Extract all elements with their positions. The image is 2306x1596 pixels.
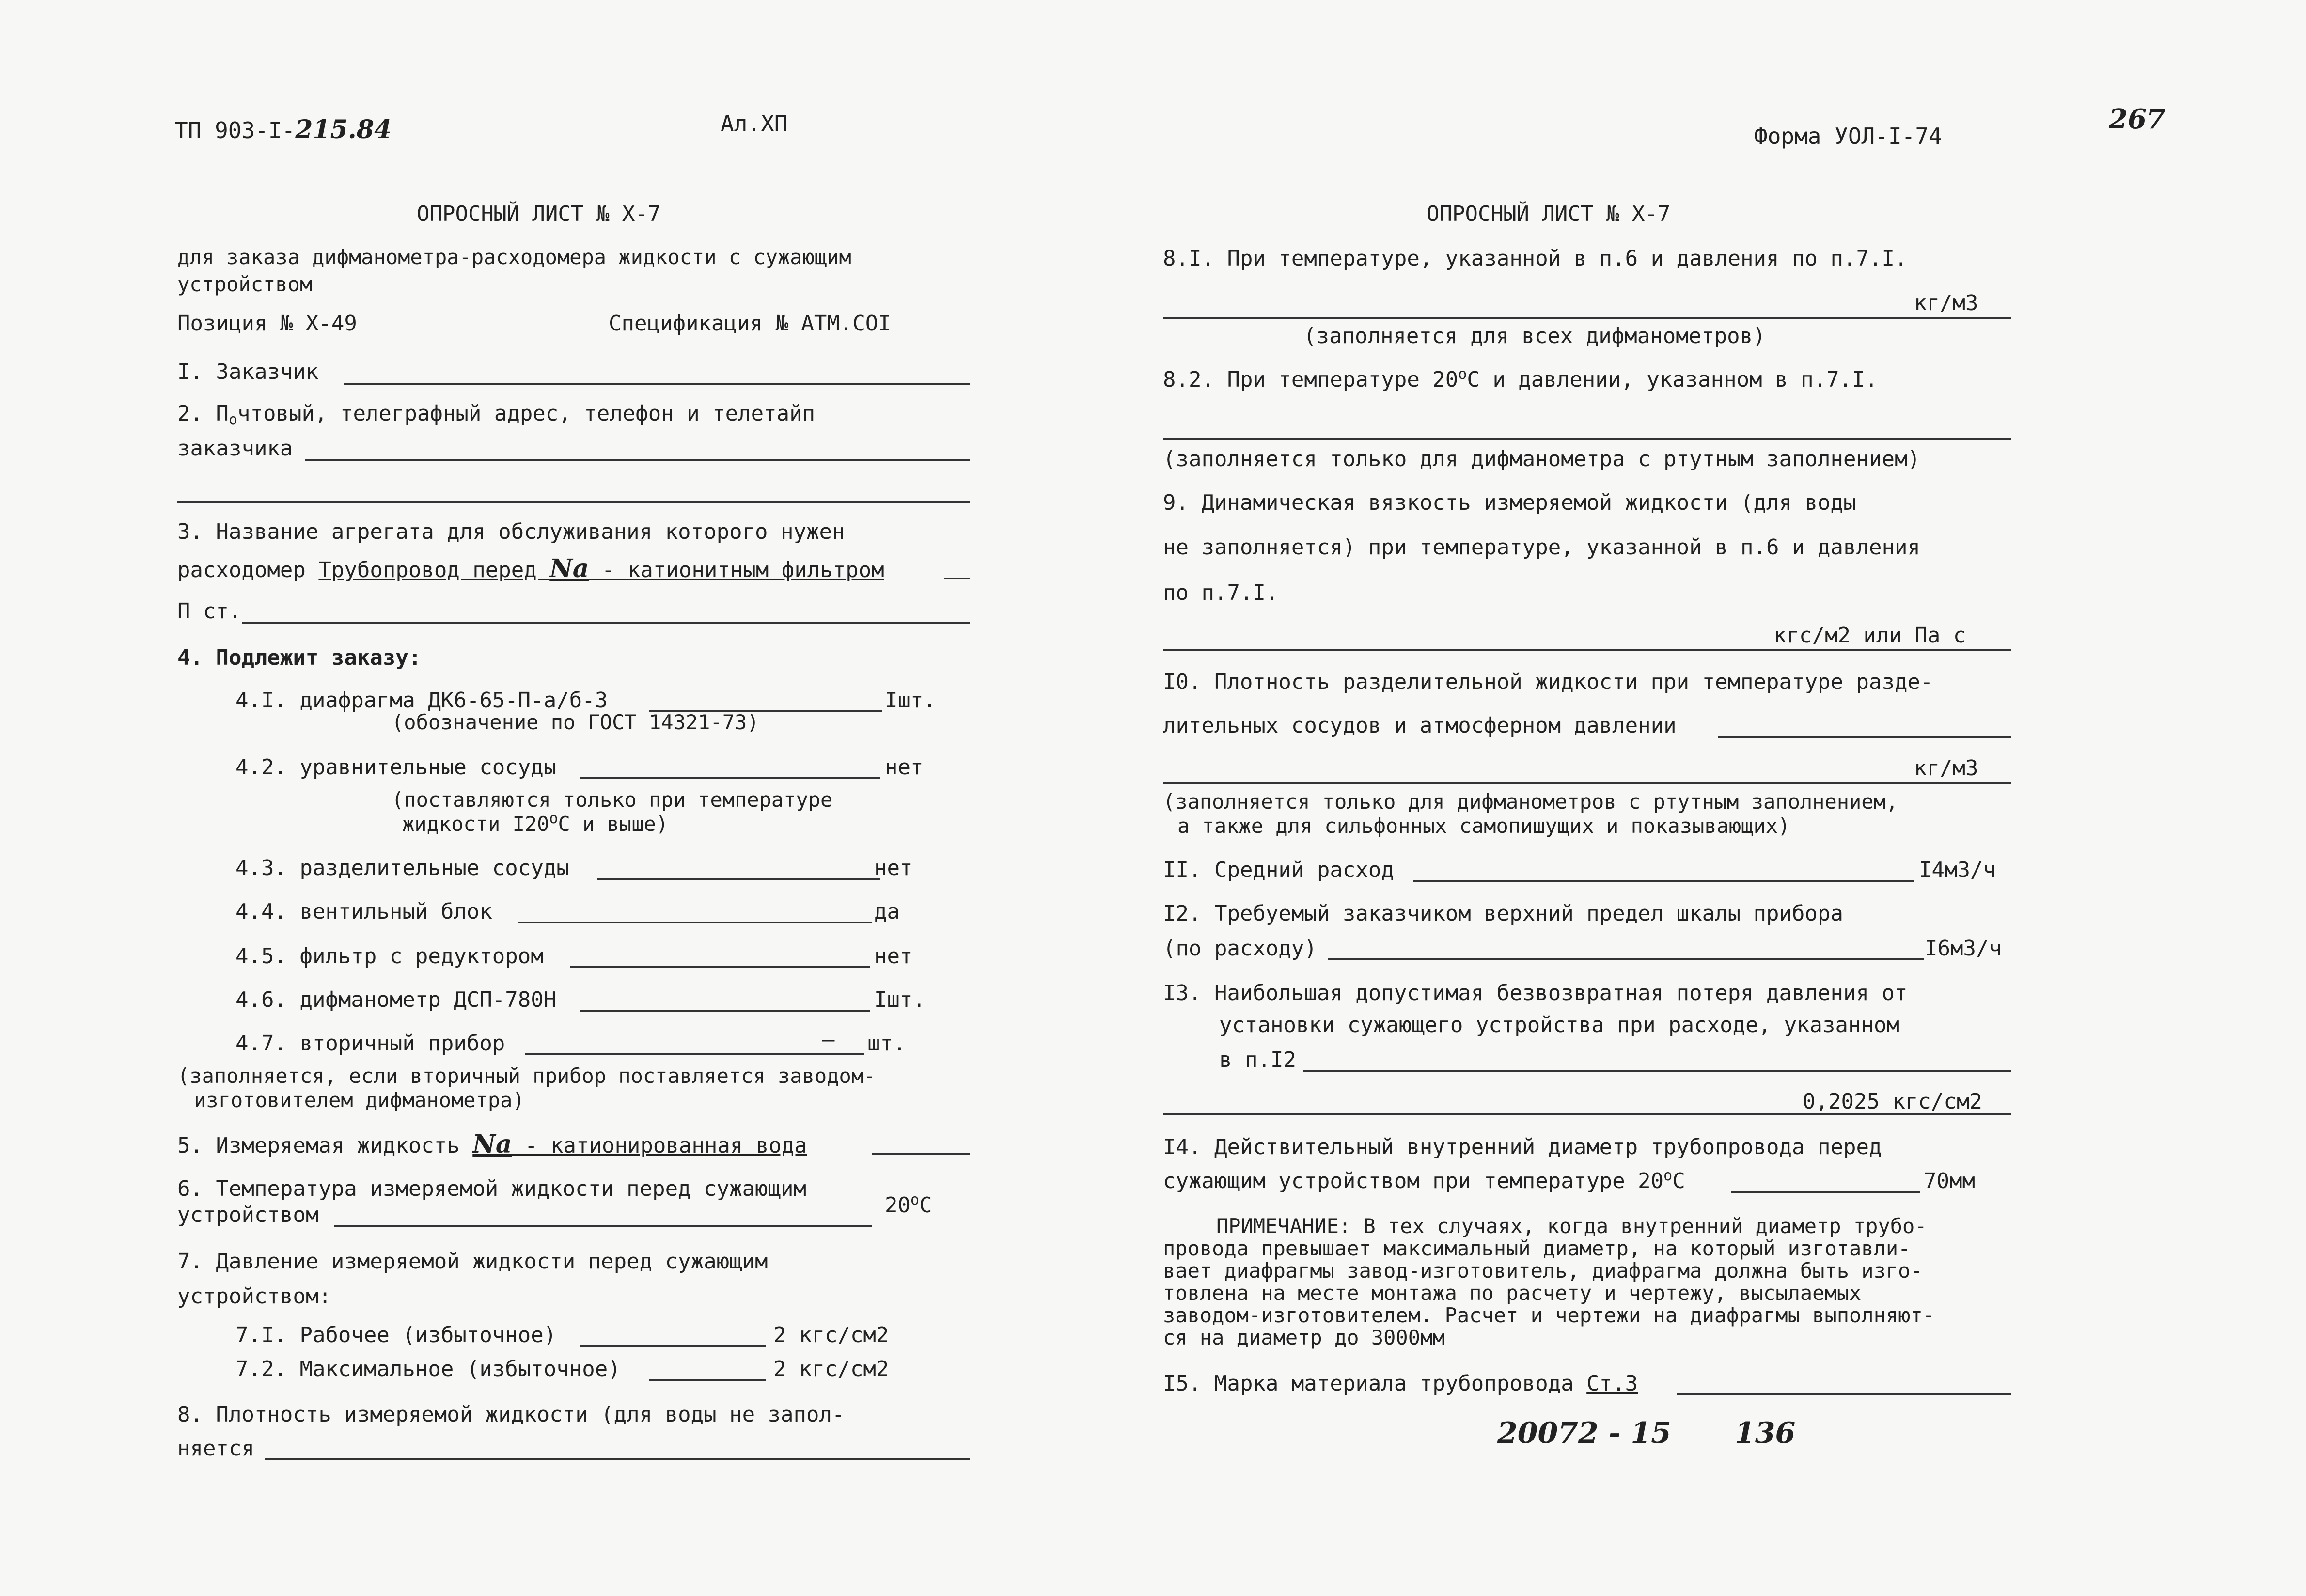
item-11-line [1413, 880, 1914, 882]
item-8-line [265, 1458, 970, 1460]
item-13-value: 0,2025 кгс/см2 [1803, 1089, 1982, 1114]
item-8-2-line [1163, 438, 2011, 440]
item-10-unit: кг/м3 [1914, 756, 1978, 781]
item-4-7-dash: — [822, 1027, 835, 1052]
item-4-2-line [580, 777, 880, 779]
item-1-customer: I. Заказчик [177, 360, 319, 384]
item-14-device [1163, 1167, 1685, 1193]
specification-number: Спецификация № АТМ.СОI [609, 311, 891, 336]
item-8-2-pre: 8.2. При температуре 20 [1163, 367, 1459, 392]
item-6-value-unit: С [919, 1193, 932, 1218]
item-6-temperature: 6. Температура измеряемой жидкости перед сужающим [177, 1176, 807, 1201]
item-7-pressure: 7. Давление измеряемой жидкости перед сужающим [177, 1249, 768, 1274]
item-10-line-2 [1163, 782, 2011, 784]
left-subtitle-1: для заказа дифманометра-расходомера жидкости с сужающим [177, 245, 851, 269]
item-8-2 [1163, 366, 1878, 392]
item-5-liquid [177, 1129, 807, 1159]
item-4-3-line [597, 878, 880, 880]
item-8-2-post: С и давлении, указанном в п.7.I. [1467, 367, 1878, 392]
item-6-value-deg: о [910, 1191, 920, 1208]
item-13-line-1 [1303, 1070, 2011, 1072]
note-line-5: заводом-изготовителем. Расчет и чертежи на диафрагмы выполняют- [1163, 1303, 1935, 1327]
item-4-7-value: шт. [867, 1031, 906, 1056]
item-8-1-unit: кг/м3 [1914, 291, 1978, 315]
item-2-prefix: 2. П [177, 401, 229, 426]
item-7-2-value: 2 кгс/см2 [773, 1357, 889, 1381]
album-label: Ал.XП [721, 110, 788, 137]
item-12-flow: (по расходу) [1163, 936, 1317, 961]
item-11-label: II. Средний расход [1163, 858, 1394, 882]
item-3-pipeline: Трубопровод перед [318, 558, 550, 582]
item-12-scale: I2. Требуемый заказчиком верхний предел шкалы прибора [1163, 901, 1843, 926]
unit-line-1 [944, 578, 970, 579]
item-6-value [885, 1191, 932, 1218]
unit-line-2 [242, 622, 970, 624]
item-6-device: устройством [177, 1203, 319, 1227]
item-4-1-label: 4.I. диафрагма ДК6-65-П-а/б-3 [235, 688, 608, 713]
item-14-diameter: I4. Действительный внутренний диаметр трубопровода перед [1163, 1135, 1882, 1159]
note-line-6: ся на диаметр до 3000мм [1163, 1326, 1445, 1349]
note-line-2: провода превышает максимальный диаметр, на который изготавли- [1163, 1236, 1911, 1260]
item-4-1-value: Iшт. [885, 688, 936, 713]
item-4-3-value: нет [874, 856, 913, 880]
address-line-1 [305, 459, 970, 461]
item-7-2-label: 7.2. Максимальное (избыточное) [235, 1357, 621, 1381]
item-5-na-hand: Nа [472, 1129, 512, 1159]
item-7-1-line [580, 1345, 766, 1347]
item-7-1-label: 7.I. Рабочее (избыточное) [235, 1323, 557, 1347]
item-4-3-label: 4.3. разделительные сосуды [235, 856, 569, 880]
right-title: ОПРОСНЫЙ ЛИСТ № Х-7 [1427, 202, 1671, 226]
item-9-viscosity: 9. Динамическая вязкость измеряемой жидкости (для воды [1163, 490, 1856, 515]
item-10-note-2: а также для сильфонных самопишущих и показывающих) [1177, 814, 1790, 838]
item-4-6-label: 4.6. дифманометр ДСП-780Н [235, 987, 557, 1012]
note-line-4: товлена на месте монтажа по расчету и чертежу, высылаемых [1163, 1281, 1862, 1305]
item-4-6-value: Iшт. [874, 987, 926, 1012]
item-9-viscosity-ref: по п.7.I. [1163, 580, 1279, 605]
item-4-2-note-2 [402, 810, 669, 836]
item-12-line [1328, 958, 1924, 960]
item-15-line [1677, 1393, 2011, 1395]
item-14-line [1731, 1191, 1920, 1193]
item-13-loss-cont: установки сужающего устройства при расходе, указанном [1219, 1013, 1899, 1037]
item-14-value: 70мм [1924, 1169, 1975, 1193]
item-15-label: I5. Марка материала трубопровода [1163, 1371, 1587, 1396]
footer-page: 136 [1735, 1416, 1796, 1450]
item-4-1-note: (обозначение по ГОСТ 14321-73) [392, 710, 759, 734]
footer-number: 20072 - 15 [1497, 1416, 1671, 1450]
item-5-prefix: 5. Измеряемая жидкость [177, 1133, 473, 1158]
item-10-line-1 [1718, 736, 2011, 738]
item-8-density: 8. Плотность измеряемой жидкости (для воды не запол- [177, 1402, 845, 1427]
item-4-5-line [570, 966, 870, 968]
item-5-line [872, 1153, 970, 1155]
item-8-2-deg: о [1458, 366, 1467, 383]
item-8-1-line [1163, 317, 2011, 319]
item-4-7-note-1: (заполняется, если вторичный прибор поставляется заводом- [177, 1064, 876, 1088]
item-4-4-line [518, 922, 872, 923]
item-6-line [334, 1225, 872, 1227]
item-12-value: I6м3/ч [1925, 936, 2002, 961]
left-title: ОПРОСНЫЙ ЛИСТ № Х-7 [417, 202, 661, 226]
customer-line [344, 383, 970, 385]
item-4-6-line [580, 1010, 870, 1012]
item-6-value-num: 20 [885, 1193, 910, 1218]
note-line-3: вает диафрагмы завод-изготовитель, диафрагма должна быть изго- [1163, 1259, 1923, 1283]
doc-code-printed: ТП 903-I- [174, 117, 296, 143]
left-subtitle-2: устройством [177, 272, 313, 296]
item-9-viscosity-cont: не заполняется) при температуре, указанной в п.6 и давления [1163, 535, 1920, 560]
item-4-2-note-2-deg: о [549, 810, 558, 827]
item-10-density: I0. Плотность разделительной жидкости при температуре разде- [1163, 670, 1933, 694]
item-8-2-note: (заполняется только для дифманометра с ртутным заполнением) [1163, 447, 1920, 471]
item-14-post: С [1672, 1169, 1685, 1193]
doc-code-handwritten: 215.84 [295, 115, 392, 144]
item-7-2-line [649, 1379, 766, 1381]
item-2-address [177, 401, 816, 428]
item-3-unit-name: 3. Название агрегата для обслуживания которого нужен [177, 519, 845, 544]
item-4-2-label: 4.2. уравнительные сосуды [235, 755, 557, 780]
item-4-7-line [525, 1053, 864, 1055]
item-10-note-1: (заполняется только для дифманометров с ртутным заполнением, [1163, 790, 1898, 814]
item-4-5-label: 4.5. фильтр с редуктором [235, 944, 544, 969]
item-4-4-label: 4.4. вентильный блок [235, 899, 492, 924]
item-13-ref: в п.I2 [1219, 1048, 1296, 1072]
item-3-stage: П ст. [177, 599, 242, 624]
item-9-unit: кгс/м2 или Па с [1773, 623, 1966, 648]
item-15-material [1163, 1373, 1638, 1394]
item-3-flowmeter [177, 556, 884, 581]
item-4-2-note-1: (поставляются только при температуре [392, 788, 833, 812]
item-15-value: Ст.3 [1586, 1371, 1638, 1396]
page-number: 267 [2109, 103, 2165, 135]
item-10-density-cont: лительных сосудов и атмосферном давлении [1163, 713, 1677, 738]
item-5-value: - катионированная вода [512, 1133, 807, 1158]
item-4-2-value: нет [885, 755, 924, 780]
note-line-1: ПРИМЕЧАНИЕ: В тех случаях, когда внутренний диаметр трубо- [1216, 1214, 1927, 1238]
item-2-sub: о [228, 411, 238, 428]
item-4-5-value: нет [874, 944, 913, 969]
item-13-loss: I3. Наибольшая допустимая безвозвратная потеря давления от [1163, 981, 1908, 1005]
item-8-density-cont: няется [177, 1436, 254, 1461]
item-14-deg: о [1663, 1167, 1673, 1184]
item-4-4-value: да [874, 899, 900, 924]
item-8-1: 8.I. При температуре, указанной в п.6 и давления по п.7.I. [1163, 246, 1908, 271]
item-4-2-note-2-post: С и выше) [558, 812, 669, 836]
item-9-line [1163, 649, 2011, 651]
item-14-pre: сужающим устройством при температуре 20 [1163, 1169, 1664, 1193]
item-7-1-value: 2 кгс/см2 [773, 1323, 889, 1347]
item-3-prefix: расходомер [177, 558, 319, 582]
item-2-customer: заказчика [177, 436, 293, 461]
address-line-2 [177, 501, 970, 503]
item-7-device: устройством: [177, 1284, 331, 1309]
item-4-2-note-2-pre: жидкости I20 [402, 812, 549, 836]
item-4-7-note-2: изготовителем дифманометра) [194, 1088, 525, 1112]
item-11-value: I4м3/ч [1919, 858, 1996, 882]
item-3-na-hand: Nа [549, 554, 589, 583]
item-4-order: 4. Подлежит заказу: [177, 645, 422, 670]
form-label: Форма УОЛ-I-74 [1754, 123, 1942, 149]
item-8-1-note: (заполняется для всех дифманометров) [1303, 324, 1766, 348]
position-number: Позиция № Х-49 [177, 311, 357, 336]
item-2-text: чтовый, телеграфный адрес, телефон и телетайп [237, 401, 816, 426]
doc-code [174, 117, 392, 142]
item-3-filter: - катионитным фильтром [589, 558, 884, 582]
item-4-7-label: 4.7. вторичный прибор [235, 1031, 505, 1056]
